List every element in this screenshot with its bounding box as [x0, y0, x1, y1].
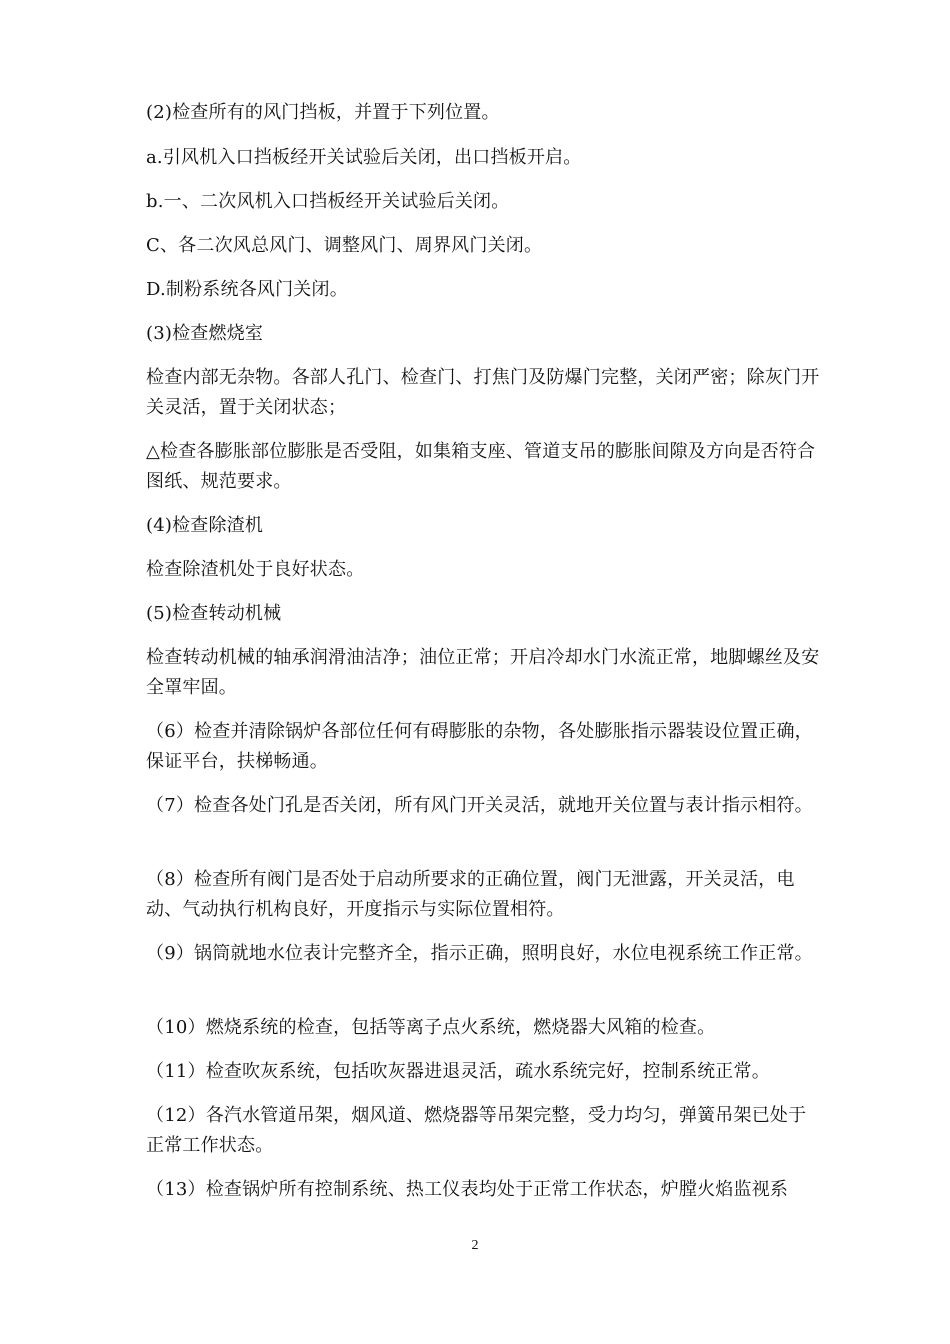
- paragraph-19: （12）各汽水管道吊架，烟风道、燃烧器等吊架完整，受力均匀，弹簧吊架已处于正常工作状态。: [146, 1105, 807, 1156]
- paragraph-13: （6）检查并清除锅炉各部位任何有碍膨胀的杂物，各处膨胀指示器装设位置正确，保证平台，扶梯畅通。: [146, 721, 813, 772]
- paragraph-11: (5)检查转动机械: [146, 603, 282, 624]
- paragraph-5: D.制粉系统各风门关闭。: [146, 279, 348, 300]
- paragraph-7: 检查内部无杂物。各部人孔门、检查门、打焦门及防爆门完整，关闭严密；除灰门开关灵活，置于关闭状态；: [146, 367, 820, 418]
- paragraph-15: （8）检查所有阀门是否处于启动所要求的正确位置，阀门无泄露，开关灵活，电动、气动执行机构良好，开度指示与实际位置相符。: [146, 869, 795, 920]
- paragraph-18: （11）检查吹灰系统，包括吹灰器进退灵活，疏水系统完好，控制系统正常。: [146, 1061, 770, 1082]
- paragraph-6: (3)检查燃烧室: [146, 323, 264, 344]
- paragraph-12: 检查转动机械的轴承润滑油洁净；油位正常；开启冷却水门水流正常，地脚螺丝及安全罩牢固。: [146, 647, 820, 698]
- paragraph-9: (4)检查除渣机: [146, 515, 264, 536]
- paragraph-16: （9）锅筒就地水位表计完整齐全，指示正确，照明良好，水位电视系统工作正常。: [146, 943, 813, 964]
- paragraph-3: b.一、二次风机入口挡板经开关试验后关闭。: [146, 191, 510, 212]
- paragraph-20: （13）检查锅炉所有控制系统、热工仪表均处于正常工作状态，炉膛火焰监视系: [146, 1179, 789, 1200]
- paragraph-1: (2)检查所有的风门挡板，并置于下列位置。: [146, 102, 500, 123]
- paragraph-4: C、各二次风总风门、调整风门、周界风门关闭。: [146, 235, 543, 256]
- paragraph-2: a.引风机入口挡板经开关试验后关闭，出口挡板开启。: [146, 147, 582, 168]
- paragraph-10: 检查除渣机处于良好状态。: [146, 559, 365, 580]
- page-number: 2: [471, 1238, 479, 1253]
- paragraph-14: （7）检查各处门孔是否关闭，所有风门开关灵活，就地开关位置与表计指示相符。: [146, 795, 813, 816]
- paragraph-17: （10）燃烧系统的检查，包括等离子点火系统，燃烧器大风箱的检查。: [146, 1017, 716, 1038]
- paragraph-8: △检查各膨胀部位膨胀是否受阻，如集箱支座、管道支吊的膨胀间隙及方向是否符合图纸、规范要求。: [146, 441, 816, 492]
